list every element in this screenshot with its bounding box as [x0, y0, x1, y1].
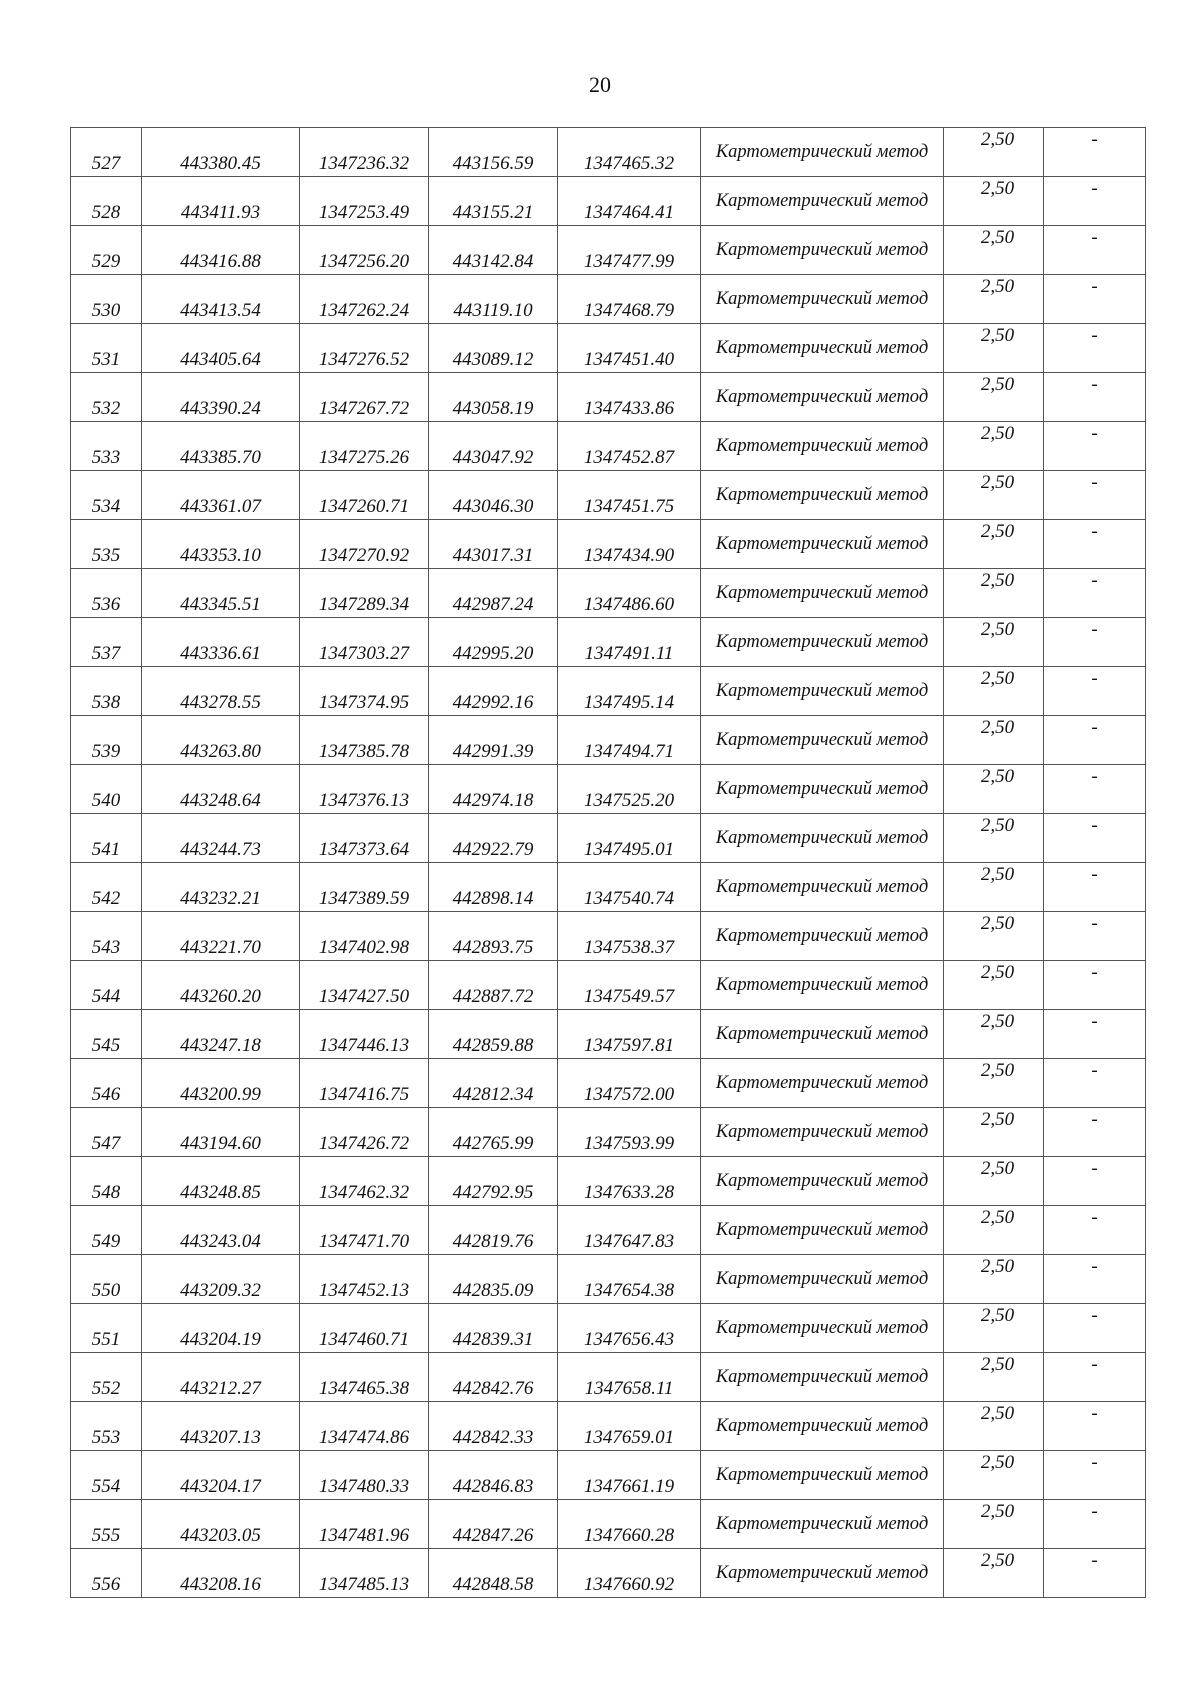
y2-coordinate-cell: 1347654.38 [558, 1255, 701, 1304]
point-number-cell: 538 [71, 667, 142, 716]
y2-coordinate-cell: 1347465.32 [558, 128, 701, 177]
accuracy-cell: 2,50 [944, 422, 1044, 471]
x2-coordinate-cell: 443155.21 [429, 177, 558, 226]
note-cell: - [1044, 226, 1146, 275]
y2-coordinate-cell: 1347468.79 [558, 275, 701, 324]
accuracy-cell: 2,50 [944, 814, 1044, 863]
y2-coordinate-cell: 1347486.60 [558, 569, 701, 618]
x-coordinate-cell: 443361.07 [142, 471, 300, 520]
note-cell: - [1044, 1353, 1146, 1402]
x-coordinate-cell: 443263.80 [142, 716, 300, 765]
accuracy-cell: 2,50 [944, 1206, 1044, 1255]
x2-coordinate-cell: 442974.18 [429, 765, 558, 814]
table-row [71, 1108, 1146, 1157]
point-number-cell: 544 [71, 961, 142, 1010]
y-coordinate-cell: 1347253.49 [300, 177, 429, 226]
y2-coordinate-cell: 1347661.19 [558, 1451, 701, 1500]
x-coordinate-cell: 443248.85 [142, 1157, 300, 1206]
x2-coordinate-cell: 442842.76 [429, 1353, 558, 1402]
y-coordinate-cell: 1347465.38 [300, 1353, 429, 1402]
point-number-cell: 551 [71, 1304, 142, 1353]
x-coordinate-cell: 443345.51 [142, 569, 300, 618]
table-row [71, 1353, 1146, 1402]
method-cell: Картометрический метод [701, 912, 944, 961]
point-number-cell: 552 [71, 1353, 142, 1402]
x2-coordinate-cell: 443017.31 [429, 520, 558, 569]
point-number-cell: 556 [71, 1549, 142, 1598]
x2-coordinate-cell: 442859.88 [429, 1010, 558, 1059]
note-cell: - [1044, 1255, 1146, 1304]
x-coordinate-cell: 443405.64 [142, 324, 300, 373]
table-row [71, 912, 1146, 961]
x-coordinate-cell: 443278.55 [142, 667, 300, 716]
table-row [71, 177, 1146, 226]
note-cell: - [1044, 667, 1146, 716]
method-cell: Картометрический метод [701, 814, 944, 863]
accuracy-cell: 2,50 [944, 863, 1044, 912]
method-cell: Картометрический метод [701, 961, 944, 1010]
x-coordinate-cell: 443232.21 [142, 863, 300, 912]
y-coordinate-cell: 1347402.98 [300, 912, 429, 961]
point-number-cell: 550 [71, 1255, 142, 1304]
method-cell: Картометрический метод [701, 226, 944, 275]
point-number-cell: 534 [71, 471, 142, 520]
method-cell: Картометрический метод [701, 177, 944, 226]
method-cell: Картометрический метод [701, 569, 944, 618]
accuracy-cell: 2,50 [944, 1108, 1044, 1157]
table-row [71, 1451, 1146, 1500]
accuracy-cell: 2,50 [944, 618, 1044, 667]
note-cell: - [1044, 569, 1146, 618]
point-number-cell: 545 [71, 1010, 142, 1059]
accuracy-cell: 2,50 [944, 324, 1044, 373]
y2-coordinate-cell: 1347452.87 [558, 422, 701, 471]
y2-coordinate-cell: 1347540.74 [558, 863, 701, 912]
x2-coordinate-cell: 443089.12 [429, 324, 558, 373]
x2-coordinate-cell: 442839.31 [429, 1304, 558, 1353]
note-cell: - [1044, 128, 1146, 177]
y-coordinate-cell: 1347485.13 [300, 1549, 429, 1598]
x2-coordinate-cell: 442847.26 [429, 1500, 558, 1549]
accuracy-cell: 2,50 [944, 1549, 1044, 1598]
note-cell: - [1044, 471, 1146, 520]
x2-coordinate-cell: 442887.72 [429, 961, 558, 1010]
note-cell: - [1044, 1010, 1146, 1059]
y2-coordinate-cell: 1347659.01 [558, 1402, 701, 1451]
point-number-cell: 541 [71, 814, 142, 863]
method-cell: Картометрический метод [701, 1255, 944, 1304]
table-row [71, 569, 1146, 618]
x-coordinate-cell: 443353.10 [142, 520, 300, 569]
y-coordinate-cell: 1347289.34 [300, 569, 429, 618]
x2-coordinate-cell: 443156.59 [429, 128, 558, 177]
method-cell: Картометрический метод [701, 1108, 944, 1157]
y-coordinate-cell: 1347276.52 [300, 324, 429, 373]
x2-coordinate-cell: 442995.20 [429, 618, 558, 667]
note-cell: - [1044, 912, 1146, 961]
note-cell: - [1044, 1402, 1146, 1451]
note-cell: - [1044, 177, 1146, 226]
x-coordinate-cell: 443380.45 [142, 128, 300, 177]
note-cell: - [1044, 716, 1146, 765]
y2-coordinate-cell: 1347464.41 [558, 177, 701, 226]
note-cell: - [1044, 324, 1146, 373]
x-coordinate-cell: 443208.16 [142, 1549, 300, 1598]
note-cell: - [1044, 863, 1146, 912]
y-coordinate-cell: 1347426.72 [300, 1108, 429, 1157]
note-cell: - [1044, 1059, 1146, 1108]
method-cell: Картометрический метод [701, 128, 944, 177]
table-row [71, 226, 1146, 275]
y2-coordinate-cell: 1347451.40 [558, 324, 701, 373]
x-coordinate-cell: 443248.64 [142, 765, 300, 814]
y-coordinate-cell: 1347260.71 [300, 471, 429, 520]
y-coordinate-cell: 1347303.27 [300, 618, 429, 667]
point-number-cell: 533 [71, 422, 142, 471]
y-coordinate-cell: 1347474.86 [300, 1402, 429, 1451]
point-number-cell: 535 [71, 520, 142, 569]
method-cell: Картометрический метод [701, 1059, 944, 1108]
x2-coordinate-cell: 442812.34 [429, 1059, 558, 1108]
method-cell: Картометрический метод [701, 1500, 944, 1549]
x2-coordinate-cell: 442848.58 [429, 1549, 558, 1598]
x2-coordinate-cell: 443046.30 [429, 471, 558, 520]
point-number-cell: 553 [71, 1402, 142, 1451]
note-cell: - [1044, 618, 1146, 667]
table-row [71, 1157, 1146, 1206]
y-coordinate-cell: 1347481.96 [300, 1500, 429, 1549]
method-cell: Картометрический метод [701, 1304, 944, 1353]
y-coordinate-cell: 1347374.95 [300, 667, 429, 716]
point-number-cell: 546 [71, 1059, 142, 1108]
accuracy-cell: 2,50 [944, 226, 1044, 275]
x2-coordinate-cell: 443058.19 [429, 373, 558, 422]
table-row [71, 422, 1146, 471]
x2-coordinate-cell: 442992.16 [429, 667, 558, 716]
point-number-cell: 532 [71, 373, 142, 422]
method-cell: Картометрический метод [701, 1206, 944, 1255]
x-coordinate-cell: 443390.24 [142, 373, 300, 422]
y2-coordinate-cell: 1347658.11 [558, 1353, 701, 1402]
table-row [71, 1500, 1146, 1549]
table-row [71, 814, 1146, 863]
y-coordinate-cell: 1347462.32 [300, 1157, 429, 1206]
method-cell: Картометрический метод [701, 1549, 944, 1598]
table-row [71, 961, 1146, 1010]
accuracy-cell: 2,50 [944, 520, 1044, 569]
x-coordinate-cell: 443207.13 [142, 1402, 300, 1451]
x-coordinate-cell: 443244.73 [142, 814, 300, 863]
y-coordinate-cell: 1347460.71 [300, 1304, 429, 1353]
table-row [71, 275, 1146, 324]
table-row [71, 1010, 1146, 1059]
x-coordinate-cell: 443247.18 [142, 1010, 300, 1059]
x2-coordinate-cell: 442893.75 [429, 912, 558, 961]
accuracy-cell: 2,50 [944, 667, 1044, 716]
accuracy-cell: 2,50 [944, 1402, 1044, 1451]
y-coordinate-cell: 1347262.24 [300, 275, 429, 324]
note-cell: - [1044, 1157, 1146, 1206]
accuracy-cell: 2,50 [944, 471, 1044, 520]
method-cell: Картометрический метод [701, 471, 944, 520]
table-row [71, 324, 1146, 373]
y2-coordinate-cell: 1347494.71 [558, 716, 701, 765]
table-row [71, 128, 1146, 177]
y2-coordinate-cell: 1347477.99 [558, 226, 701, 275]
accuracy-cell: 2,50 [944, 1010, 1044, 1059]
x2-coordinate-cell: 442765.99 [429, 1108, 558, 1157]
note-cell: - [1044, 422, 1146, 471]
x-coordinate-cell: 443416.88 [142, 226, 300, 275]
y-coordinate-cell: 1347480.33 [300, 1451, 429, 1500]
y-coordinate-cell: 1347389.59 [300, 863, 429, 912]
table-body [71, 128, 1146, 1598]
note-cell: - [1044, 373, 1146, 422]
x-coordinate-cell: 443194.60 [142, 1108, 300, 1157]
x2-coordinate-cell: 443119.10 [429, 275, 558, 324]
table-row [71, 618, 1146, 667]
accuracy-cell: 2,50 [944, 569, 1044, 618]
x-coordinate-cell: 443221.70 [142, 912, 300, 961]
point-number-cell: 537 [71, 618, 142, 667]
y-coordinate-cell: 1347256.20 [300, 226, 429, 275]
accuracy-cell: 2,50 [944, 1500, 1044, 1549]
y2-coordinate-cell: 1347451.75 [558, 471, 701, 520]
x2-coordinate-cell: 442819.76 [429, 1206, 558, 1255]
point-number-cell: 539 [71, 716, 142, 765]
table-row [71, 863, 1146, 912]
accuracy-cell: 2,50 [944, 1353, 1044, 1402]
x-coordinate-cell: 443209.32 [142, 1255, 300, 1304]
y2-coordinate-cell: 1347549.57 [558, 961, 701, 1010]
table-row [71, 667, 1146, 716]
y2-coordinate-cell: 1347495.01 [558, 814, 701, 863]
table-row [71, 520, 1146, 569]
point-number-cell: 547 [71, 1108, 142, 1157]
method-cell: Картометрический метод [701, 765, 944, 814]
note-cell: - [1044, 961, 1146, 1010]
y-coordinate-cell: 1347452.13 [300, 1255, 429, 1304]
method-cell: Картометрический метод [701, 863, 944, 912]
point-number-cell: 531 [71, 324, 142, 373]
y-coordinate-cell: 1347267.72 [300, 373, 429, 422]
x-coordinate-cell: 443204.19 [142, 1304, 300, 1353]
note-cell: - [1044, 275, 1146, 324]
y2-coordinate-cell: 1347593.99 [558, 1108, 701, 1157]
x-coordinate-cell: 443385.70 [142, 422, 300, 471]
accuracy-cell: 2,50 [944, 373, 1044, 422]
y-coordinate-cell: 1347373.64 [300, 814, 429, 863]
accuracy-cell: 2,50 [944, 275, 1044, 324]
accuracy-cell: 2,50 [944, 1059, 1044, 1108]
note-cell: - [1044, 1304, 1146, 1353]
x2-coordinate-cell: 442922.79 [429, 814, 558, 863]
note-cell: - [1044, 814, 1146, 863]
y2-coordinate-cell: 1347633.28 [558, 1157, 701, 1206]
accuracy-cell: 2,50 [944, 1304, 1044, 1353]
table-row [71, 1549, 1146, 1598]
note-cell: - [1044, 1451, 1146, 1500]
y-coordinate-cell: 1347385.78 [300, 716, 429, 765]
point-number-cell: 555 [71, 1500, 142, 1549]
y2-coordinate-cell: 1347433.86 [558, 373, 701, 422]
y2-coordinate-cell: 1347656.43 [558, 1304, 701, 1353]
y2-coordinate-cell: 1347491.11 [558, 618, 701, 667]
point-number-cell: 540 [71, 765, 142, 814]
note-cell: - [1044, 520, 1146, 569]
point-number-cell: 530 [71, 275, 142, 324]
note-cell: - [1044, 1206, 1146, 1255]
y2-coordinate-cell: 1347647.83 [558, 1206, 701, 1255]
y-coordinate-cell: 1347376.13 [300, 765, 429, 814]
accuracy-cell: 2,50 [944, 1157, 1044, 1206]
table-row [71, 373, 1146, 422]
point-number-cell: 527 [71, 128, 142, 177]
table-row [71, 1059, 1146, 1108]
accuracy-cell: 2,50 [944, 912, 1044, 961]
y2-coordinate-cell: 1347434.90 [558, 520, 701, 569]
y2-coordinate-cell: 1347538.37 [558, 912, 701, 961]
method-cell: Картометрический метод [701, 618, 944, 667]
x2-coordinate-cell: 442835.09 [429, 1255, 558, 1304]
method-cell: Картометрический метод [701, 422, 944, 471]
x-coordinate-cell: 443336.61 [142, 618, 300, 667]
method-cell: Картометрический метод [701, 275, 944, 324]
x2-coordinate-cell: 442898.14 [429, 863, 558, 912]
point-number-cell: 542 [71, 863, 142, 912]
note-cell: - [1044, 1549, 1146, 1598]
x-coordinate-cell: 443243.04 [142, 1206, 300, 1255]
x-coordinate-cell: 443260.20 [142, 961, 300, 1010]
y-coordinate-cell: 1347427.50 [300, 961, 429, 1010]
x-coordinate-cell: 443204.17 [142, 1451, 300, 1500]
y2-coordinate-cell: 1347495.14 [558, 667, 701, 716]
x2-coordinate-cell: 442991.39 [429, 716, 558, 765]
x2-coordinate-cell: 443047.92 [429, 422, 558, 471]
method-cell: Картометрический метод [701, 1157, 944, 1206]
y-coordinate-cell: 1347416.75 [300, 1059, 429, 1108]
table-row [71, 765, 1146, 814]
y-coordinate-cell: 1347236.32 [300, 128, 429, 177]
method-cell: Картометрический метод [701, 1010, 944, 1059]
note-cell: - [1044, 1108, 1146, 1157]
method-cell: Картометрический метод [701, 667, 944, 716]
y-coordinate-cell: 1347471.70 [300, 1206, 429, 1255]
y-coordinate-cell: 1347446.13 [300, 1010, 429, 1059]
y2-coordinate-cell: 1347572.00 [558, 1059, 701, 1108]
table-row [71, 716, 1146, 765]
x-coordinate-cell: 443413.54 [142, 275, 300, 324]
y2-coordinate-cell: 1347525.20 [558, 765, 701, 814]
note-cell: - [1044, 1500, 1146, 1549]
accuracy-cell: 2,50 [944, 128, 1044, 177]
x2-coordinate-cell: 442846.83 [429, 1451, 558, 1500]
x2-coordinate-cell: 442987.24 [429, 569, 558, 618]
coordinates-table [70, 127, 1146, 1598]
accuracy-cell: 2,50 [944, 1451, 1044, 1500]
y2-coordinate-cell: 1347597.81 [558, 1010, 701, 1059]
table-row [71, 1304, 1146, 1353]
point-number-cell: 536 [71, 569, 142, 618]
table-row [71, 1402, 1146, 1451]
point-number-cell: 549 [71, 1206, 142, 1255]
x-coordinate-cell: 443200.99 [142, 1059, 300, 1108]
method-cell: Картометрический метод [701, 373, 944, 422]
method-cell: Картометрический метод [701, 1353, 944, 1402]
y-coordinate-cell: 1347270.92 [300, 520, 429, 569]
point-number-cell: 543 [71, 912, 142, 961]
point-number-cell: 528 [71, 177, 142, 226]
table-row [71, 1255, 1146, 1304]
method-cell: Картометрический метод [701, 520, 944, 569]
note-cell: - [1044, 765, 1146, 814]
accuracy-cell: 2,50 [944, 765, 1044, 814]
x-coordinate-cell: 443411.93 [142, 177, 300, 226]
point-number-cell: 554 [71, 1451, 142, 1500]
table-row [71, 471, 1146, 520]
method-cell: Картометрический метод [701, 1402, 944, 1451]
y2-coordinate-cell: 1347660.92 [558, 1549, 701, 1598]
x-coordinate-cell: 443212.27 [142, 1353, 300, 1402]
x2-coordinate-cell: 443142.84 [429, 226, 558, 275]
method-cell: Картометрический метод [701, 716, 944, 765]
x2-coordinate-cell: 442792.95 [429, 1157, 558, 1206]
accuracy-cell: 2,50 [944, 716, 1044, 765]
point-number-cell: 548 [71, 1157, 142, 1206]
y-coordinate-cell: 1347275.26 [300, 422, 429, 471]
table-row [71, 1206, 1146, 1255]
accuracy-cell: 2,50 [944, 961, 1044, 1010]
x2-coordinate-cell: 442842.33 [429, 1402, 558, 1451]
y2-coordinate-cell: 1347660.28 [558, 1500, 701, 1549]
accuracy-cell: 2,50 [944, 1255, 1044, 1304]
point-number-cell: 529 [71, 226, 142, 275]
page-number: 20 [589, 72, 611, 97]
x-coordinate-cell: 443203.05 [142, 1500, 300, 1549]
method-cell: Картометрический метод [701, 324, 944, 373]
accuracy-cell: 2,50 [944, 177, 1044, 226]
method-cell: Картометрический метод [701, 1451, 944, 1500]
